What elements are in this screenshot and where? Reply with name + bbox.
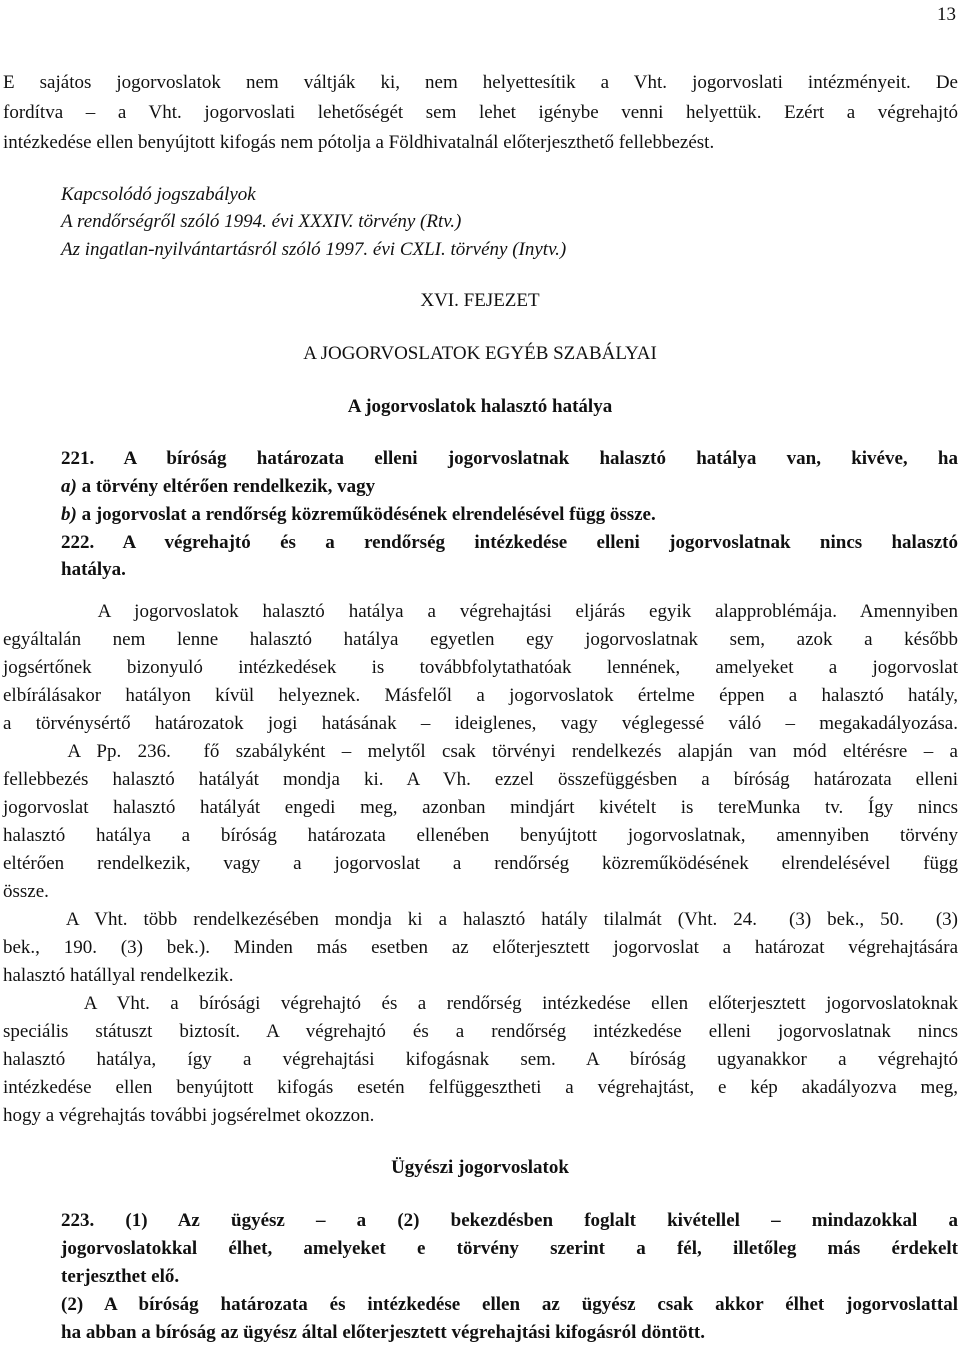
text-line: A Pp. 236. fő szabályként – melytől csak törvényi rendelkezés alapján van mód eltérésre – a <box>3 741 958 762</box>
related-laws-heading: Kapcsolódó jogszabályok <box>61 184 256 205</box>
text-line: A Vht. a bírósági végrehajtó és a rendőrség intézkedése ellen előterjesztett jogorvoslatoknak <box>3 993 958 1014</box>
text-line: speciális státuszt biztosít. A végrehajtó és a rendőrség intézkedése elleni jogorvoslatnak nincs <box>3 1021 958 1042</box>
text-line: egyáltalán nem lenne halasztó hatálya egyetlen egy jogorvoslatnak sem, azok a később <box>3 629 958 650</box>
text-line: halasztó hatálya, így a végrehajtási kifogásnak sem. A bíróság ugyanakkor a végrehajtó <box>3 1049 958 1070</box>
text-line: A Vht. több rendelkezésében mondja ki a halasztó hatály tilalmát (Vht. 24. (3) bek., 50. (3) <box>3 909 958 930</box>
text-line: hogy a végrehajtás további jogsérelmet okozzon. <box>3 1105 375 1126</box>
text-line: jogorvoslat halasztó hatályát engedi meg, azonban mindjárt kivételt is tereMunka tv. Így nincs <box>3 797 958 818</box>
text-line: jogsértőnek bizonyuló intézkedések is továbbfolytathatóak lennének, amelyeket a jogorvoslat <box>3 657 958 678</box>
text-line: jogorvoslatokkal élhet, amelyeket e törvény szerint a fél, illetőleg más érdekelt <box>61 1238 958 1259</box>
chapter-title: A JOGORVOSLATOK EGYÉB SZABÁLYAI <box>303 343 657 364</box>
point-marker: b) <box>61 504 77 525</box>
text-line: halasztó hatállyal rendelkezik. <box>3 965 234 986</box>
point-text: a törvény eltérően rendelkezik, vagy <box>76 476 376 497</box>
page-number: 13 <box>937 4 956 25</box>
text-line: a törvénysértő határozatok jogi hatásának – ideiglenes, vagy véglegessé váló – megakadályozása. <box>3 713 958 734</box>
law-paragraph-222: 222. A végrehajtó és a rendőrség intézkedése elleni jogorvoslatnak nincs halasztó <box>61 532 958 553</box>
text-line: terjeszthet elő. <box>61 1266 180 1287</box>
text-line: (2) A bíróság határozata és intézkedése ellen az ügyész csak akkor élhet jogorvoslattal <box>61 1294 958 1315</box>
related-law-item: A rendőrségről szóló 1994. évi XXXIV. törvény (Rtv.) <box>61 211 462 232</box>
law-paragraph-222-cont: hatálya. <box>61 559 126 580</box>
point-text: a jogorvoslat a rendőrség közreműködésének elrendelésével függ össze. <box>76 504 656 525</box>
text-line: eltérően rendelkezik, vagy a jogorvoslat a rendőrség közreműködésének elrendelésével függ <box>3 853 958 874</box>
text-line: A jogorvoslatok halasztó hatálya a végrehajtási eljárás egyik alapproblémája. Amennyiben <box>3 601 958 622</box>
law-paragraph-221: 221. A bíróság határozata elleni jogorvoslatnak halasztó hatálya van, kivéve, ha <box>61 448 958 469</box>
text-line: bek., 190. (3) bek.). Minden más esetben az előterjesztett jogorvoslat a határozat végrehajtására <box>3 937 958 958</box>
text-line: elbírálásakor hatályon kívül helyeznek. Másfelől a jogorvoslatok értelme éppen a halasztó hatály, <box>3 685 958 706</box>
text-line: össze. <box>3 881 49 902</box>
section-title: A jogorvoslatok halasztó hatálya <box>347 396 613 417</box>
text-line: intézkedése ellen benyújtott kifogás nem pótolja a Földhivatalnál előterjeszthető fellebbezést. <box>3 132 715 153</box>
text-line: intézkedése ellen benyújtott kifogás esetén felfüggesztheti a végrehajtást, e kép akadályozva meg, <box>3 1077 958 1098</box>
chapter-number: XVI. FEJEZET <box>420 290 540 311</box>
text-line: 223. (1) Az ügyész – a (2) bekezdésben foglalt kivétellel – mindazokkal a <box>61 1210 958 1231</box>
related-law-item: Az ingatlan-nyilvántartásról szóló 1997. évi CXLI. törvény (Inytv.) <box>61 239 567 260</box>
text-line: ha abban a bíróság az ügyész által előterjesztett végrehajtási kifogásról döntött. <box>61 1322 705 1343</box>
law-point-a <box>61 474 958 500</box>
text-line: E sajátos jogorvoslatok nem váltják ki, nem helyettesítik a Vht. jogorvoslati intézményeit. De <box>3 72 958 93</box>
law-point-b <box>61 502 958 528</box>
text-line: fellebbezés halasztó hatályát mondja ki. A Vh. ezzel összefüggésben a bíróság határozata elleni <box>3 769 958 790</box>
point-marker: a) <box>61 476 77 497</box>
text-line: halasztó hatálya a bíróság határozata ellenében benyújtott jogorvoslatnak, amennyiben törvény <box>3 825 958 846</box>
section-title: Ügyészi jogorvoslatok <box>391 1157 569 1178</box>
text-line: fordítva – a Vht. jogorvoslati lehetőségét sem lehet igénybe venni helyettük. Ezért a végrehajtó <box>3 102 958 123</box>
